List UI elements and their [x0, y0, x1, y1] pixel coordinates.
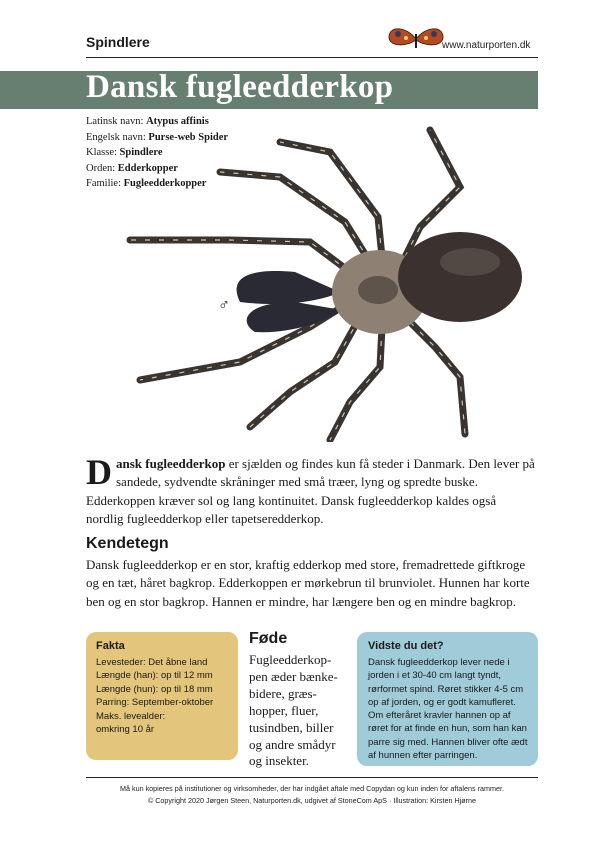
intro-text: er sjælden og findes kun få steder i Danmark. Den lever på sandede, sydvendte skråninger med små træer, lyng og spredte buske. Edderkoppen kræver sol og lang kontinuitet. Dansk fugleedderkop kaldes også nordlig fugleedderkop eller tapetseredderkop. — [86, 456, 535, 526]
fakta-line: Levesteder: Det åbne land — [96, 657, 208, 668]
intro-bold: ansk fugleedderkop — [116, 456, 226, 471]
copyright-credit: © Copyright 2020 Jørgen Steen, Naturporten.dk, udgivet af StoneCom ApS · Illustration: Kirsten Hjørne — [147, 796, 477, 805]
fakta-line: Maks. levealder: — [96, 710, 166, 722]
fode-line: tusindben, biller — [249, 719, 334, 735]
fode-line: og insekter. — [249, 753, 309, 769]
fakta-line: omkring 10 år — [96, 724, 155, 736]
fakta-line: Længde (hun): op til 18 mm — [96, 683, 213, 695]
intro-paragraph — [86, 452, 536, 528]
category-label: Spindlere — [86, 34, 150, 50]
drop-cap: D — [86, 452, 112, 492]
footer-divider — [86, 777, 538, 778]
fode-line: bidere, græs- — [249, 685, 317, 701]
kendetegn-heading: Kendetegn — [86, 535, 169, 552]
vidste-text: Dansk fugleedderkop lever nede i jorden i et 30-40 cm langt tyndt, rørformet spind. Røret stikker 4-5 cm op af jorden, og er godt kamufleret. Om efteråret kravler hannen op af røret for at finde en hun, som han kan parre sig med. Hannen bliver ofte ædt af hunnen efter parringen. — [368, 657, 528, 762]
page-title: Dansk fugleedderkop — [86, 69, 394, 105]
meta-row-class: Klasse: Spindlere — [86, 147, 163, 159]
spider-illustration — [120, 122, 530, 442]
fakta-box — [86, 632, 238, 760]
male-symbol: ♂ — [218, 297, 230, 314]
copyright-notice: Må kun kopieres på institutioner og virksomheder, der har indgået aftale med Copydan og kun inden for aftalens rammer. — [120, 784, 504, 793]
meta-row-latin: Latinsk navn: Atypus affinis — [86, 116, 209, 127]
meta-row-english: Engelsk navn: Purse-web Spider — [86, 131, 229, 143]
butterfly-logo — [386, 24, 446, 54]
fode-line: pen æder bænke- — [249, 668, 338, 684]
kendetegn-text: Dansk fugleedderkop er en stor, kraftig edderkop med store, fremadrettede giftkroge og en tæt, håret bagkrop. Edderkoppen er mørkebrun til brunviolet. Hunnen har korte ben og en stor bagkrop. Hannen er mindre, har længere ben og en mindre bagkrop. — [86, 557, 530, 609]
fode-heading: Føde — [249, 630, 288, 647]
fode-line: hopper, fluer, — [249, 702, 319, 718]
website-link[interactable]: www.naturporten.dk — [442, 40, 531, 51]
meta-row-order: Orden: Edderkopper — [86, 162, 178, 174]
meta-row-family: Familie: Fugleedderkopper — [86, 178, 207, 190]
fode-text — [249, 652, 347, 770]
vidste-du-det-box — [357, 632, 538, 766]
fakta-line: Længde (han): op til 12 mm — [96, 670, 213, 682]
fakta-line: Parring: September-oktober — [96, 697, 214, 709]
fode-line: Fugleedderkop- — [249, 652, 332, 667]
fakta-heading: Fakta — [96, 640, 125, 652]
fakta-list — [96, 656, 236, 736]
header-divider — [86, 57, 538, 58]
fode-line: og andre smådyr — [249, 736, 336, 752]
vidste-heading: Vidste du det? — [368, 640, 444, 652]
